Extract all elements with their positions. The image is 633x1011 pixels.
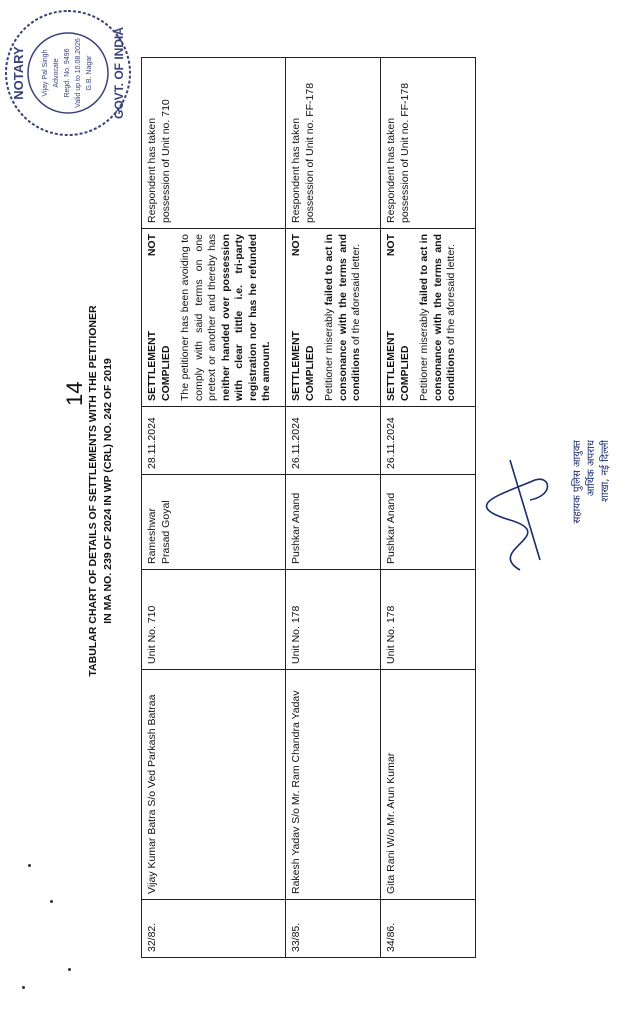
seal-line: Valid up to 10.08.2026 [75,38,82,108]
seal-line: Regd. No. 9496 [64,48,71,98]
seal-top-text: NOTARY [11,46,26,100]
status-text-bold: failed to act in consonance with the terms and conditions [418,233,457,401]
status-word-settlement: SETTLEMENT [290,331,302,401]
party-cell: Pushkar Anand [286,475,381,570]
status-details [179,234,274,401]
date-cell: 26.11.2024 [381,407,476,475]
status-heading [146,234,160,401]
serial-cell: 33/85. [286,900,381,958]
status-heading [290,234,304,401]
status-word-settlement: SETTLEMENT [146,331,158,401]
seal-bottom-text: GOVT. OF INDIA [112,26,126,120]
officer-signature [470,440,630,580]
table-row [381,58,476,958]
scan-speck [68,968,71,971]
seal-line: G.B. Nagar [86,55,93,91]
status-word-not: NOT [146,234,158,257]
party-cell: Pushkar Anand [381,475,476,570]
status-word-not: NOT [290,234,302,257]
title-line-1: TABULAR CHART OF DETAILS OF SETTLEMENTS WITH THE PETITIONER [87,305,99,677]
settlement-table [141,57,476,958]
unit-cell: Unit No. 710 [142,570,286,670]
table-row [142,58,286,958]
signature-underline [510,460,540,560]
status-text-tail: of the aforesaid letter. [445,244,457,348]
notary-seal [3,8,133,138]
page-number: 14 [62,381,87,406]
document-title [86,211,116,771]
date-cell: 28.11.2024 [142,407,286,475]
designation-line: शाखा, नई दिल्ली [600,440,611,502]
remarks-cell: Respondent has taken possession of Unit no. FF-178 [286,58,381,229]
remarks-cell: Respondent has taken possession of Unit no. FF-178 [381,58,476,229]
seal-line: Advocate [53,58,60,88]
status-word-complied: COMPLIED [159,345,172,401]
status-word-settlement: SETTLEMENT [385,331,397,401]
status-details [323,234,364,401]
status-text: Petitioner miserably [323,305,335,401]
status-details [418,234,459,401]
status-text-bold: neither handed over possession with clear tittle i.e. tri-party registration nor has he refunded the amount. [219,234,272,401]
title-line-2: IN MA NO. 239 OF 2024 IN WP (CRL) NO. 242 OF 2019 [102,358,114,624]
designation-line: आर्थिक अपराध [586,440,597,497]
seal-line: Vijay Pal Singh [42,49,49,97]
serial-cell: 34/86. [381,900,476,958]
status-word-complied: COMPLIED [398,345,411,401]
scan-speck [22,986,25,989]
unit-cell: Unit No. 178 [286,570,381,670]
remarks-cell: Respondent has taken possession of Unit no. 710 [142,58,286,229]
status-text: The petitioner has been avoiding to comply with said terms on one pretext or another and thereby has [179,234,218,401]
status-cell [142,229,286,407]
name-cell: Gita Rani W/o Mr. Arun Kumar [381,670,476,900]
scan-speck [28,864,31,867]
status-heading [385,234,399,401]
status-text: Petitioner miserably [418,305,430,401]
table-row [286,58,381,958]
status-word-complied: COMPLIED [303,345,316,401]
designation-line: सहायक पुलिस आयुक्त [572,440,583,524]
name-cell: Vijay Kumar Batra S/o Ved Parkash Batraa [142,670,286,900]
status-cell [381,229,476,407]
date-cell: 26.11.2024 [286,407,381,475]
status-text-tail: of the aforesaid letter. [350,244,362,348]
unit-cell: Unit No. 178 [381,570,476,670]
status-cell [286,229,381,407]
status-text-bold: failed to act in consonance with the terms and conditions [323,233,362,401]
party-cell: Rameshwar Prasad Goyal [142,475,286,570]
name-cell: Rakesh Yadav S/o Mr. Ram Chandra Yadav [286,670,381,900]
scan-speck [50,900,53,903]
serial-cell: 32/82. [142,900,286,958]
status-word-not: NOT [385,234,397,257]
